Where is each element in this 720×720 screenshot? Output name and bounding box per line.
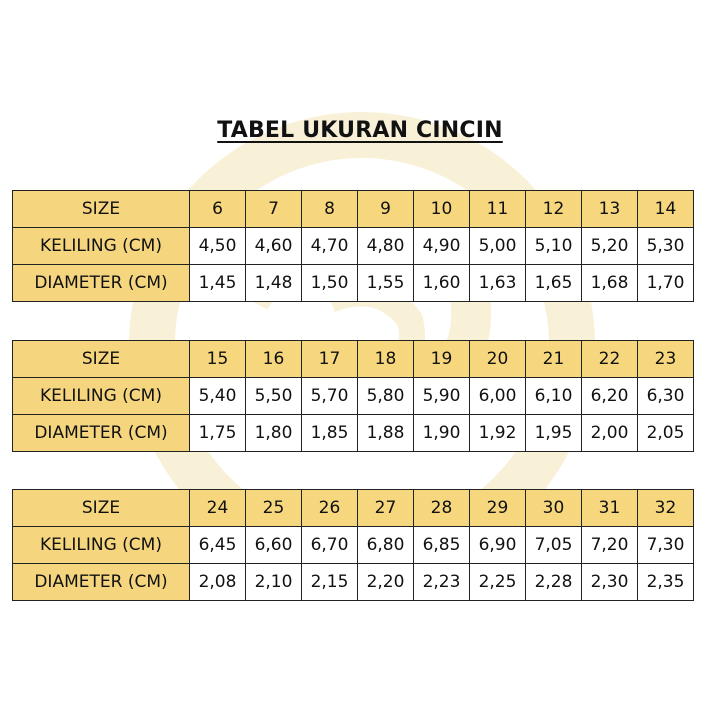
diameter-row-cell: 1,50 [302, 265, 358, 302]
size-row-cell: 12 [526, 191, 582, 228]
size-row-cell: 10 [414, 191, 470, 228]
size-row-cell: 6 [190, 191, 246, 228]
size-row-cell: 13 [582, 191, 638, 228]
size-row-cell: 32 [638, 490, 694, 527]
keliling-row [13, 527, 694, 564]
keliling-row-cell: 6,80 [358, 527, 414, 564]
size-row-cell: 14 [638, 191, 694, 228]
keliling-row-cell: 6,60 [246, 527, 302, 564]
size-row-cell: 7 [246, 191, 302, 228]
diameter-row-cell: 2,35 [638, 564, 694, 601]
keliling-row-cell: 5,70 [302, 378, 358, 415]
diameter-row [13, 415, 694, 452]
diameter-row-cell: 2,08 [190, 564, 246, 601]
diameter-row-cell: 1,63 [470, 265, 526, 302]
size-row-cell: 27 [358, 490, 414, 527]
keliling-row-cell: 6,30 [638, 378, 694, 415]
diameter-row-cell: 2,10 [246, 564, 302, 601]
diameter-row [13, 564, 694, 601]
keliling-row-cell: 5,10 [526, 228, 582, 265]
keliling-row-cell: 7,05 [526, 527, 582, 564]
size-row-cell: 21 [526, 341, 582, 378]
size-row-cell: 15 [190, 341, 246, 378]
size-row-cell: 26 [302, 490, 358, 527]
size-row-cell: 29 [470, 490, 526, 527]
keliling-row-cell: 6,85 [414, 527, 470, 564]
diameter-row-cell: 1,70 [638, 265, 694, 302]
diameter-row-cell: 2,05 [638, 415, 694, 452]
keliling-row-cell: 4,50 [190, 228, 246, 265]
keliling-row-cell: 5,50 [246, 378, 302, 415]
diameter-row-cell: 2,28 [526, 564, 582, 601]
diameter-row-cell: 2,00 [582, 415, 638, 452]
keliling-row-label: KELILING (CM) [13, 378, 190, 415]
diameter-row-cell: 1,48 [246, 265, 302, 302]
size-row-label: SIZE [13, 490, 190, 527]
size-row-label: SIZE [13, 191, 190, 228]
keliling-row-cell: 5,00 [470, 228, 526, 265]
keliling-row-cell: 4,90 [414, 228, 470, 265]
keliling-row-cell: 5,90 [414, 378, 470, 415]
diameter-row-cell: 1,60 [414, 265, 470, 302]
diameter-row-cell: 1,95 [526, 415, 582, 452]
size-row-cell: 24 [190, 490, 246, 527]
size-row-cell: 25 [246, 490, 302, 527]
keliling-row-cell: 6,10 [526, 378, 582, 415]
keliling-row [13, 378, 694, 415]
keliling-row-cell: 5,20 [582, 228, 638, 265]
diameter-row-cell: 1,92 [470, 415, 526, 452]
keliling-row-cell: 4,80 [358, 228, 414, 265]
size-row-cell: 31 [582, 490, 638, 527]
size-row-cell: 28 [414, 490, 470, 527]
diameter-row [13, 265, 694, 302]
size-row-label: SIZE [13, 341, 190, 378]
size-row-cell: 20 [470, 341, 526, 378]
diameter-row-cell: 2,30 [582, 564, 638, 601]
size-table-2 [12, 340, 694, 452]
keliling-row-cell: 4,70 [302, 228, 358, 265]
size-table-3 [12, 489, 694, 601]
diameter-row-cell: 1,45 [190, 265, 246, 302]
keliling-row-cell: 5,40 [190, 378, 246, 415]
keliling-row-cell: 5,30 [638, 228, 694, 265]
diameter-row-cell: 2,23 [414, 564, 470, 601]
diameter-row-cell: 1,68 [582, 265, 638, 302]
keliling-row-label: KELILING (CM) [13, 527, 190, 564]
keliling-row [13, 228, 694, 265]
keliling-row-cell: 6,70 [302, 527, 358, 564]
keliling-row-cell: 4,60 [246, 228, 302, 265]
diameter-row-cell: 1,65 [526, 265, 582, 302]
size-row [13, 490, 694, 527]
size-row-cell: 18 [358, 341, 414, 378]
size-row [13, 341, 694, 378]
size-row-cell: 22 [582, 341, 638, 378]
diameter-row-cell: 1,55 [358, 265, 414, 302]
diameter-row-cell: 1,85 [302, 415, 358, 452]
size-row-cell: 17 [302, 341, 358, 378]
keliling-row-cell: 5,80 [358, 378, 414, 415]
diameter-row-cell: 2,20 [358, 564, 414, 601]
keliling-row-cell: 6,90 [470, 527, 526, 564]
diameter-row-label: DIAMETER (CM) [13, 564, 190, 601]
size-row-cell: 11 [470, 191, 526, 228]
size-row [13, 191, 694, 228]
keliling-row-cell: 6,00 [470, 378, 526, 415]
keliling-row-cell: 7,20 [582, 527, 638, 564]
size-row-cell: 8 [302, 191, 358, 228]
size-table-1 [12, 190, 694, 302]
page-title: TABEL UKURAN CINCIN [217, 118, 503, 143]
diameter-row-cell: 1,75 [190, 415, 246, 452]
diameter-row-cell: 2,15 [302, 564, 358, 601]
size-row-cell: 9 [358, 191, 414, 228]
diameter-row-cell: 1,88 [358, 415, 414, 452]
diameter-row-cell: 2,25 [470, 564, 526, 601]
size-row-cell: 16 [246, 341, 302, 378]
keliling-row-cell: 6,20 [582, 378, 638, 415]
diameter-row-cell: 1,80 [246, 415, 302, 452]
diameter-row-label: DIAMETER (CM) [13, 265, 190, 302]
size-row-cell: 19 [414, 341, 470, 378]
size-row-cell: 30 [526, 490, 582, 527]
diameter-row-label: DIAMETER (CM) [13, 415, 190, 452]
size-row-cell: 23 [638, 341, 694, 378]
keliling-row-cell: 7,30 [638, 527, 694, 564]
keliling-row-cell: 6,45 [190, 527, 246, 564]
keliling-row-label: KELILING (CM) [13, 228, 190, 265]
diameter-row-cell: 1,90 [414, 415, 470, 452]
